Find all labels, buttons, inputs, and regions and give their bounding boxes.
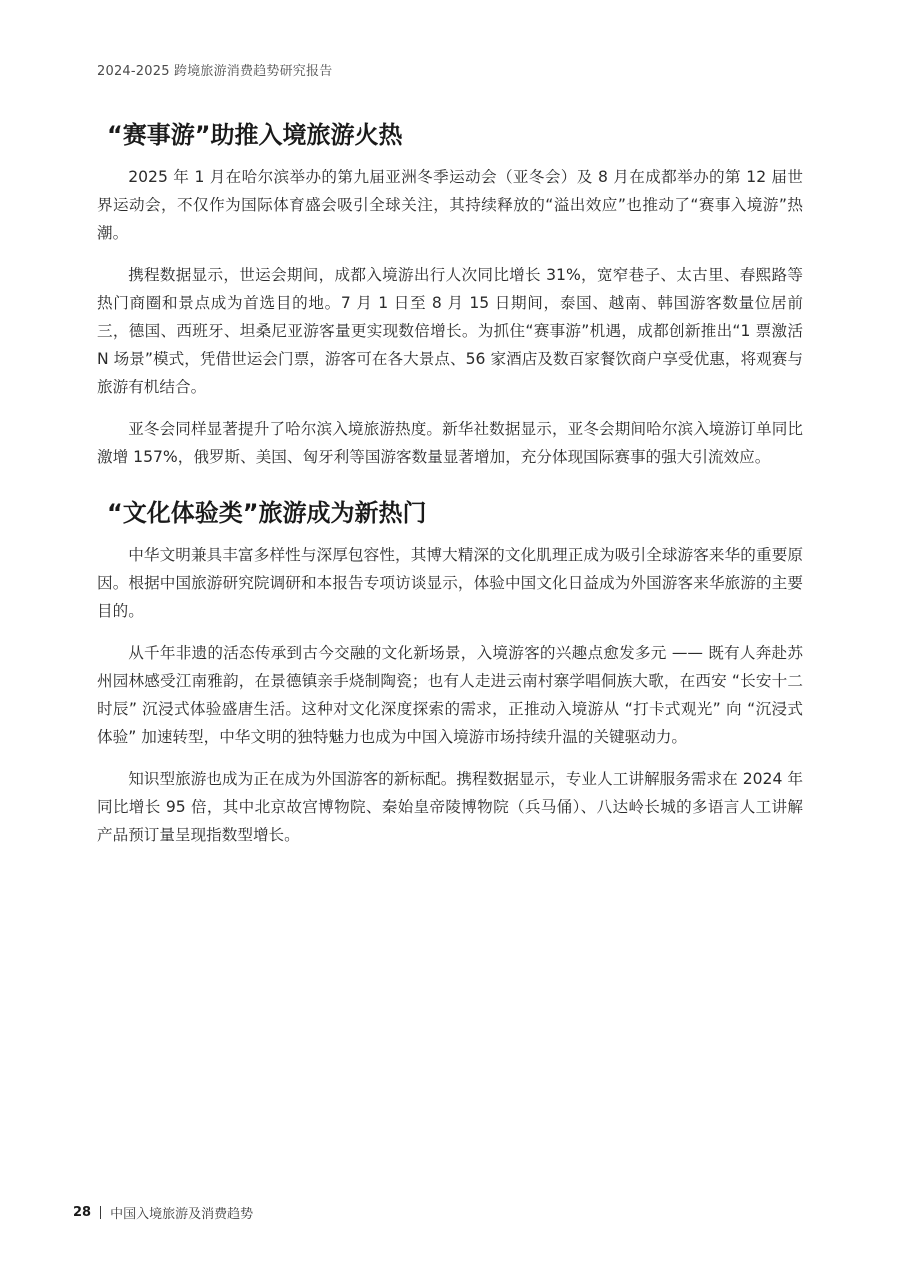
paragraph: 从千年非遗的活态传承到古今交融的文化新场景，入境游客的兴趣点愈发多元 —— 既有人奔赴苏州园林感受江南雅韵，在景德镇亲手烧制陶瓷；也有人走进云南村寨学唱侗族大歌，在西安 “长安十二时辰” 沉浸式体验盛唐生活。这种对文化深度探索的需求，正推动入境游从 “打卡式观光” 向 “沉浸式体验” 加速转型，中华文明的独特魅力也成为中国入境游市场持续升温的关键驱动力。 — [97, 644, 803, 746]
section-title-sports-tourism: “赛事游”助推入境旅游火热 — [107, 121, 403, 149]
footer-book-title: 中国入境旅游及消费趋势 — [110, 1207, 254, 1222]
running-header-title: 2024-2025 跨境旅游消费趋势研究报告 — [97, 64, 333, 79]
paragraph: 携程数据显示，世运会期间，成都入境游出行人次同比增长 31%，宽窄巷子、太古里、春熙路等热门商圈和景点成为首选目的地。7 月 1 日至 8 月 15 日期间，泰国、越南、韩国游客数量位居前三，德国、西班牙、坦桑尼亚游客量更实现数倍增长。为抓住“赛事游”机遇，成都创新推出“1 票激活 N 场景”模式，凭借世运会门票，游客可在各大景点、56 家酒店及数百家餐饮商户享受优惠，将观赛与旅游有机结合。 — [97, 266, 803, 396]
page-content — [97, 117, 803, 863]
paragraph: 中华文明兼具丰富多样性与深厚包容性，其博大精深的文化肌理正成为吸引全球游客来华的重要原因。根据中国旅游研究院调研和本报告专项访谈显示，体验中国文化日益成为外国游客来华旅游的主要目的。 — [97, 546, 803, 620]
paragraph: 知识型旅游也成为正在成为外国游客的新标配。携程数据显示，专业人工讲解服务需求在 2024 年同比增长 95 倍，其中北京故宫博物院、秦始皇帝陵博物院（兵马俑）、八达岭长城的多语言人工讲解产品预订量呈现指数型增长。 — [97, 770, 803, 844]
page-footer — [73, 1203, 253, 1222]
footer-divider — [100, 1206, 101, 1219]
page-number: 28 — [73, 1205, 92, 1220]
section-title-cultural-tourism: “文化体验类”旅游成为新热门 — [107, 499, 427, 527]
paragraph: 2025 年 1 月在哈尔滨举办的第九届亚洲冬季运动会（亚冬会）及 8 月在成都举办的第 12 届世界运动会，不仅作为国际体育盛会吸引全球关注，其持续释放的“溢出效应”也推动了“赛事入境游”热潮。 — [97, 168, 803, 242]
paragraph: 亚冬会同样显著提升了哈尔滨入境旅游热度。新华社数据显示，亚冬会期间哈尔滨入境游订单同比激增 157%，俄罗斯、美国、匈牙利等国游客数量显著增加，充分体现国际赛事的强大引流效应。 — [97, 420, 803, 466]
